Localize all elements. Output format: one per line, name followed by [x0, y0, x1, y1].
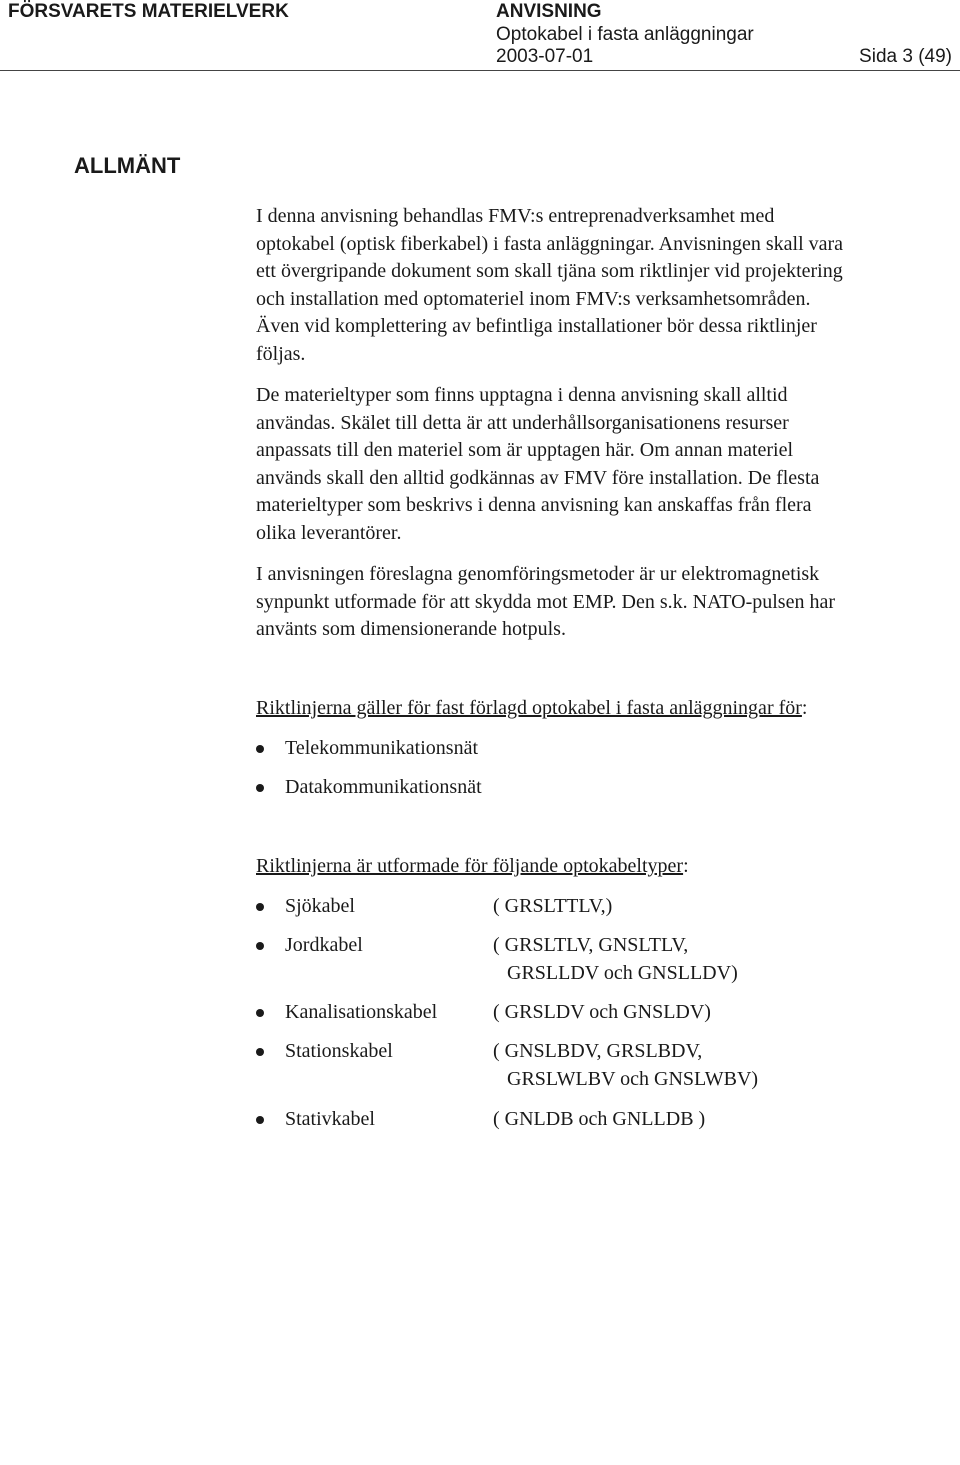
- cable-type-codes: ( GRSLDV och GNSLDV): [493, 1001, 711, 1023]
- bullet-icon: [256, 903, 264, 911]
- scope-heading-text: Riktlinjerna gäller för fast förlagd optokabel i fasta anläggningar för: [256, 697, 802, 719]
- section-title: ALLMÄNT: [74, 153, 181, 178]
- cable-type-codes: ( GRSLTTLV,): [493, 895, 613, 917]
- text-line: I denna anvisning behandlas FMV:s entreprenadverksamhet med: [256, 205, 775, 227]
- bullet-icon: [256, 942, 264, 950]
- text-line: följas.: [256, 342, 306, 365]
- text-line: De materieltyper som finns upptagna i denna anvisning skall alltid: [256, 384, 788, 406]
- list-item-label: Datakommunikationsnät: [285, 776, 482, 798]
- cable-type-name: Kanalisationskabel: [285, 1001, 438, 1023]
- scope-heading: [256, 694, 807, 722]
- bullet-icon: [256, 784, 264, 792]
- cable-type-codes: ( GRSLTLV, GNSLTLV,: [493, 934, 689, 956]
- cable-type-codes: ( GNSLBDV, GRSLBDV,: [493, 1040, 703, 1062]
- text-line: används skall den alltid godkännas av FMV före installation. De flesta: [256, 466, 820, 489]
- cable-type-name: Stationskabel: [285, 1040, 393, 1062]
- list-item-label: Telekommunikationsnät: [285, 737, 479, 759]
- scope-heading-colon: :: [801, 697, 808, 719]
- bullet-icon: [256, 1116, 264, 1124]
- bullet-icon: [256, 1009, 264, 1017]
- text-line: olika leverantörer.: [256, 521, 402, 544]
- text-line: materieltyper som beskrivs i denna anvisning kan anskaffas från flera: [256, 494, 812, 517]
- cable-type-codes: ( GNLDB och GNLLDB ): [493, 1108, 706, 1130]
- document-type: ANVISNING: [496, 1, 602, 22]
- text-line: I anvisningen föreslagna genomföringsmetoder är ur elektromagnetisk: [256, 563, 820, 585]
- paragraph-emp: [256, 561, 946, 644]
- organization-name: FÖRSVARETS MATERIELVERK: [8, 1, 289, 22]
- text-line: Även vid komplettering av befintliga installationer bör dessa riktlinjer: [256, 315, 817, 338]
- cable-type-name: Jordkabel: [285, 934, 363, 956]
- cable-types-heading: [256, 852, 689, 880]
- document-date: 2003-07-01: [496, 46, 594, 67]
- paragraph-intro: [256, 203, 946, 369]
- cable-type-codes-continued: GRSLLDV och GNSLLDV): [507, 962, 738, 984]
- document-title: Optokabel i fasta anläggningar: [496, 24, 754, 45]
- text-line: och installation med optomateriel inom FMV:s verksamhetsområden.: [256, 287, 811, 310]
- cable-type-name: Sjökabel: [285, 895, 355, 917]
- text-line: ett övergripande dokument som skall tjäna som riktlinjer vid projektering: [256, 260, 843, 283]
- page-number: Sida 3 (49): [859, 46, 952, 67]
- cable-type-codes-continued: GRSLWLBV och GNSLWBV): [507, 1068, 759, 1090]
- cable-types-heading-colon: :: [683, 855, 689, 877]
- bullet-icon: [256, 1048, 264, 1056]
- bullet-icon: [256, 745, 264, 753]
- page-header: [0, 0, 960, 72]
- header-divider: [0, 70, 960, 71]
- text-line: optokabel (optisk fiberkabel) i fasta anläggningar. Anvisningen skall vara: [256, 232, 844, 255]
- text-line: använts som dimensionerande hotpuls.: [256, 618, 566, 641]
- paragraph-materiel: [256, 382, 946, 548]
- cable-types-heading-text: Riktlinjerna är utformade för följande optokabeltyper: [256, 855, 684, 877]
- text-line: synpunkt utformade för att skydda mot EMP. Den s.k. NATO-pulsen har: [256, 590, 836, 613]
- cable-type-name: Stativkabel: [285, 1108, 375, 1130]
- text-line: användas. Skälet till detta är att underhållsorganisationens resurser: [256, 411, 789, 434]
- text-line: anpassats till den materiel som är upptagen här. Om annan materiel: [256, 439, 794, 462]
